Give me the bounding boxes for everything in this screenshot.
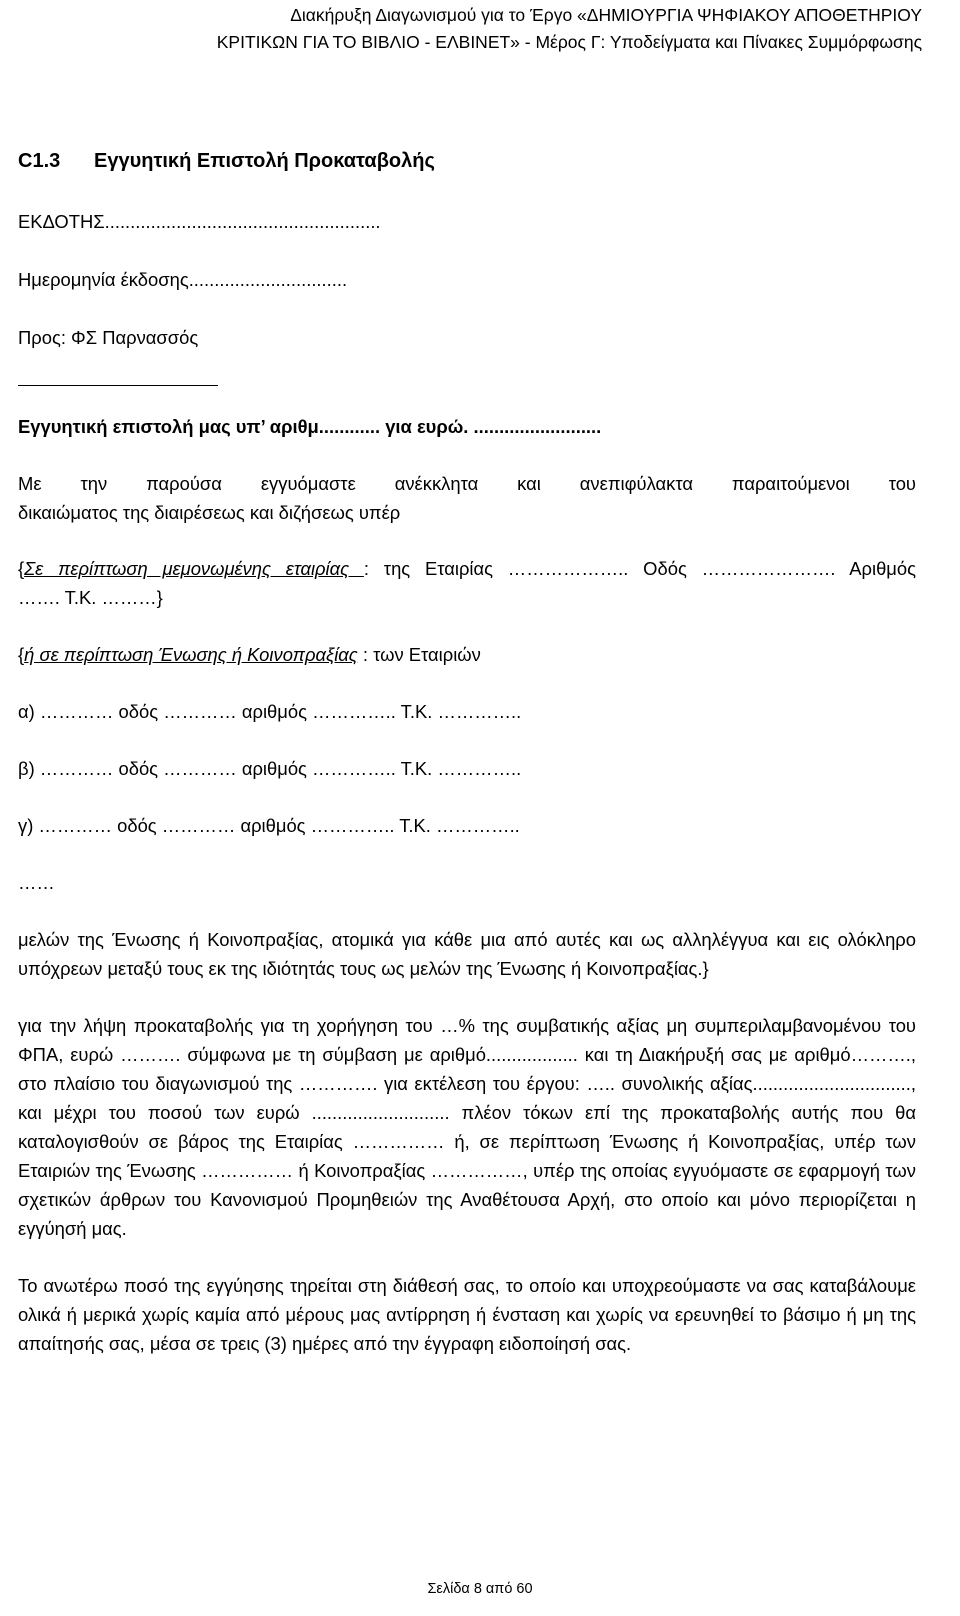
document-body (18, 144, 916, 1358)
section-heading (18, 144, 916, 178)
single-company-text-2: ……. Τ.Κ. ………} (18, 587, 163, 608)
intro-line-2: δικαιώματος της διαιρέσεως και διζήσεως υπέρ (18, 502, 401, 523)
member-c: γ) ………… οδός ………… αριθμός ………….. Τ.Κ. ………….. (18, 815, 520, 836)
intro-line-1: Με την παρούσα εγγυόμαστε ανέκκλητα και ανεπιφύλακτα παραιτούμενοι του (18, 473, 916, 494)
member-a: α) ………… οδός ………… αριθμός ………….. Τ.Κ. ………….. (18, 701, 522, 722)
page-number: Σελίδα 8 από 60 (427, 1581, 533, 1597)
header-line-1: Διακήρυξη Διαγωνισμού για το Έργο «ΔΗΜΙΟΥΡΓΙΑ ΨΗΦΙΑΚΟΥ ΑΠΟΘΕΤΗΡΙΟΥ (290, 5, 922, 25)
single-company-text: : της Εταιρίας ……………….. Οδός …………………. Αριθμός (363, 558, 916, 579)
issuer-field: ΕΚΔΟΤΗΣ...................................................... (18, 211, 381, 232)
purpose-paragraph: για την λήψη προκαταβολής για τη χορήγηση του …% της συμβατικής αξίας μη συμπεριλαμβανομένου του ΦΠΑ, ευρώ ………. σύμφωνα με τη σύμβαση με αριθμό.................. και τη Διακήρυξή σας με αριθμό………., στο πλαίσιο του διαγωνισμού της …………. για εκτέλεση του έργου: ….. συνολικής αξίας..............................., και μέχρι του ποσού των ευρώ ........................... πλέον τόκων επί της προκαταβολής αυτής που θα καταλογισθούν σε βάρος της Εταιρίας …………… ή, σε περίπτωση Ένωσης ή Κοινοπραξίας, υπέρ των Εταιριών της Ένωσης …………… ή Κοινοπραξίας ……………, υπέρ της οποίας εγγυόμαστε σε εφαρμογή των σχετικών άρθρων του Κανονισμού Προμηθειών της Αναθέτουσα Αρχή, στο οποίο και μόνο περιορίζεται η εγγύησή μας. (18, 1015, 916, 1239)
section-title: Εγγυητική Επιστολή Προκαταβολής (94, 150, 435, 172)
member-b: β) ………… οδός ………… αριθμός ………….. Τ.Κ. ………….. (18, 758, 522, 779)
recipient-field: Προς: ΦΣ Παρνασσός (18, 327, 199, 348)
members-paragraph: μελών της Ένωσης ή Κοινοπραξίας, ατομικά για κάθε μια από αυτές και ως αλληλέγγυα και εις ολόκληρο υπόχρεων μεταξύ τους εκ της ιδιότητάς τους ως μελών της Ένωσης ή Κοινοπραξίας.} (18, 929, 916, 979)
guarantee-reference: Εγγυητική επιστολή μας υπ’ αριθμ............ για ευρώ. ......................... (18, 416, 602, 437)
single-company-clause: {Σε περίπτωση μεμονωμένης εταιρίας : της Εταιρίας ……………….. Οδός …………………. Αριθμός ……. Τ.Κ. ………} (18, 554, 916, 612)
payment-paragraph: Το ανωτέρω ποσό της εγγύησης τηρείται στη διάθεσή σας, το οποίο και υποχρεούμαστε να σας καταβάλουμε ολικά ή μερικά χωρίς καμία από μέρους μας αντίρρηση ή ένσταση και χωρίς να ερευνηθεί το βάσιμο ή μη της απαίτησής σας, μέσα σε τρεις (3) ημέρες από την έγγραφη ειδοποίησή σας. (18, 1275, 916, 1354)
consortium-label: ή σε περίπτωση Ένωσης ή Κοινοπραξίας (24, 644, 358, 665)
page-header (217, 2, 922, 56)
header-line-2: ΚΡΙΤΙΚΩΝ ΓΙΑ ΤΟ ΒΙΒΛΙΟ - ΕΛΒΙΝΕΤ» - Μέρος Γ: Υποδείγματα και Πίνακες Συμμόρφωσης (216, 32, 922, 52)
section-number: C1.3 (18, 150, 61, 172)
consortium-clause: {ή σε περίπτωση Ένωσης ή Κοινοπραξίας : των Εταιριών (18, 644, 481, 665)
single-company-label: Σε περίπτωση μεμονωμένης εταιρίας (24, 558, 364, 579)
members-ellipsis: …… (18, 872, 55, 893)
issue-date-field: Ημερομηνία έκδοσης............................... (18, 269, 348, 290)
